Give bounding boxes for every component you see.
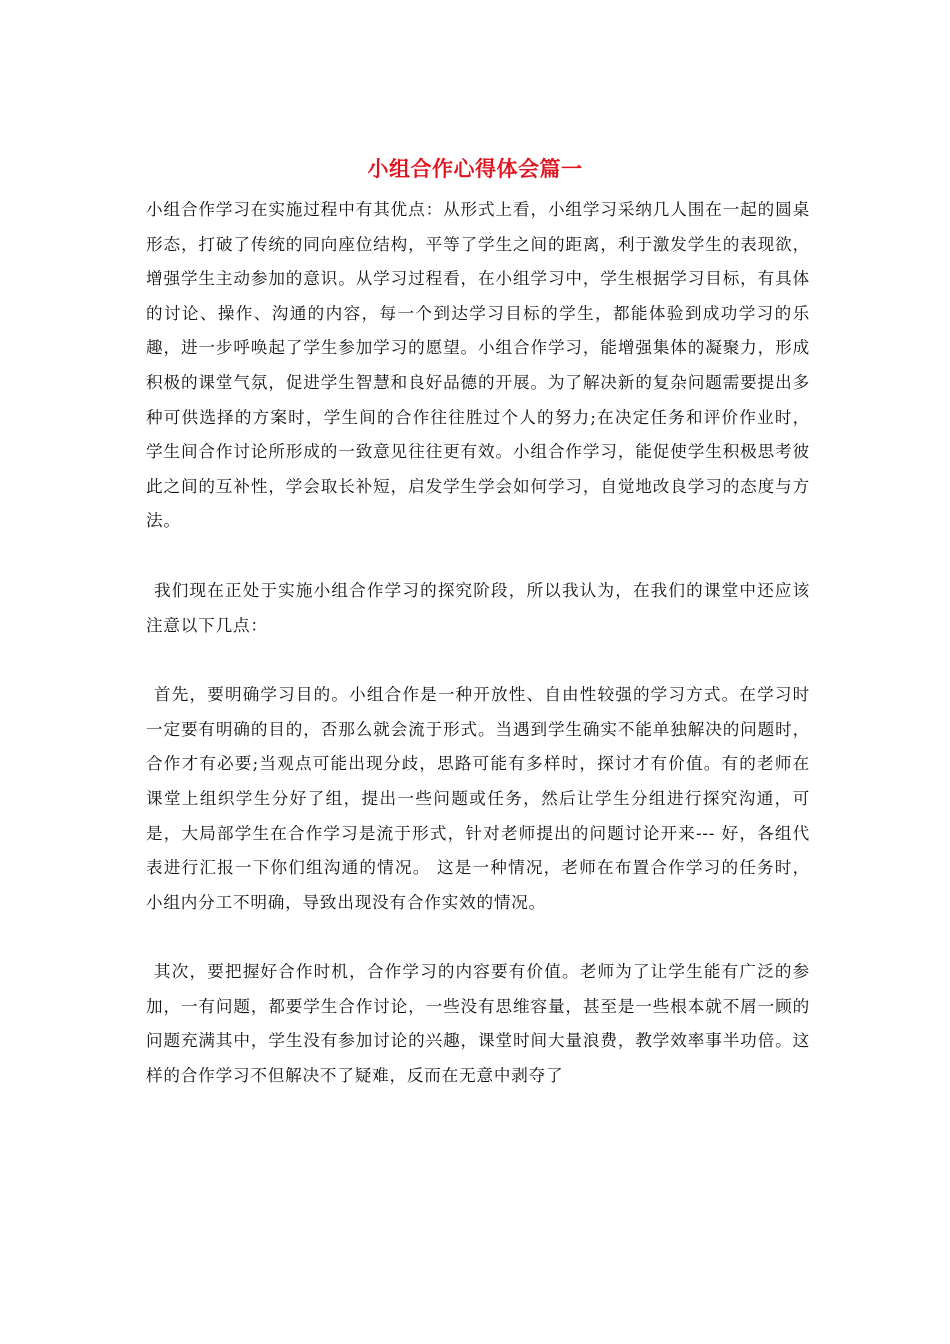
paragraph-4: 其次，要把握好合作时机，合作学习的内容要有价值。老师为了让学生能有广泛的参加，一有问题，都要学生合作讨论，一些没有思维容量，甚至是一些根本就不屑一顾的问题充满其中，学生没有参加讨论的兴趣，课堂时间大量浪费，教学效率事半功倍。这样的合作学习不但解决不了疑难，反而在无意中剥夺了 [146, 962, 810, 1086]
paragraph-3: 首先，要明确学习目的。小组合作是一种开放性、自由性较强的学习方式。在学习时一定要有明确的目的，否那么就会流于形式。当遇到学生确实不能单独解决的问题时，合作才有必要;当观点可能出现分歧，思路可能有多样时，探讨才有价值。有的老师在课堂上组织学生分好了组，提出一些问题或任务，然后让学生分组进行探究沟通，可是，大局部学生在合作学习是流于形式，针对老师提出的问题讨论开来--- 好，各组代表进行汇报一下你们组沟通的情况。 这是一种情况，老师在布置合作学习的任务时，小组内分工不明确，导致出现没有合作实效的情况。 [146, 685, 810, 912]
paragraph-2: 我们现在正处于实施小组合作学习的探究阶段，所以我认为，在我们的课堂中还应该注意以下几点： [146, 580, 810, 635]
document-title: 小组合作心得体会篇一 [367, 156, 583, 181]
document-body [146, 193, 810, 1094]
paragraph-1: 小组合作学习在实施过程中有其优点：从形式上看，小组学习采纳几人围在一起的圆桌形态，打破了传统的同向座位结构，平等了学生之间的距离，利于激发学生的表现欲，增强学生主动参加的意识。从学习过程看，在小组学习中，学生根据学习目标，有具体的讨论、操作、沟通的内容，每一个到达学习目标的学生，都能体验到成功学习的乐趣，进一步呼唤起了学生参加学习的愿望。小组合作学习，能增强集体的凝聚力，形成积极的课堂气氛，促进学生智慧和良好品德的开展。为了解决新的复杂问题需要提出多种可供选择的方案时，学生间的合作往往胜过个人的努力;在决定任务和评价作业时，学生间合作讨论所形成的一致意见往往更有效。小组合作学习，能促使学生积极思考彼此之间的互补性，学会取长补短，启发学生学会如何学习，自觉地改良学习的态度与方法。 [146, 200, 810, 531]
